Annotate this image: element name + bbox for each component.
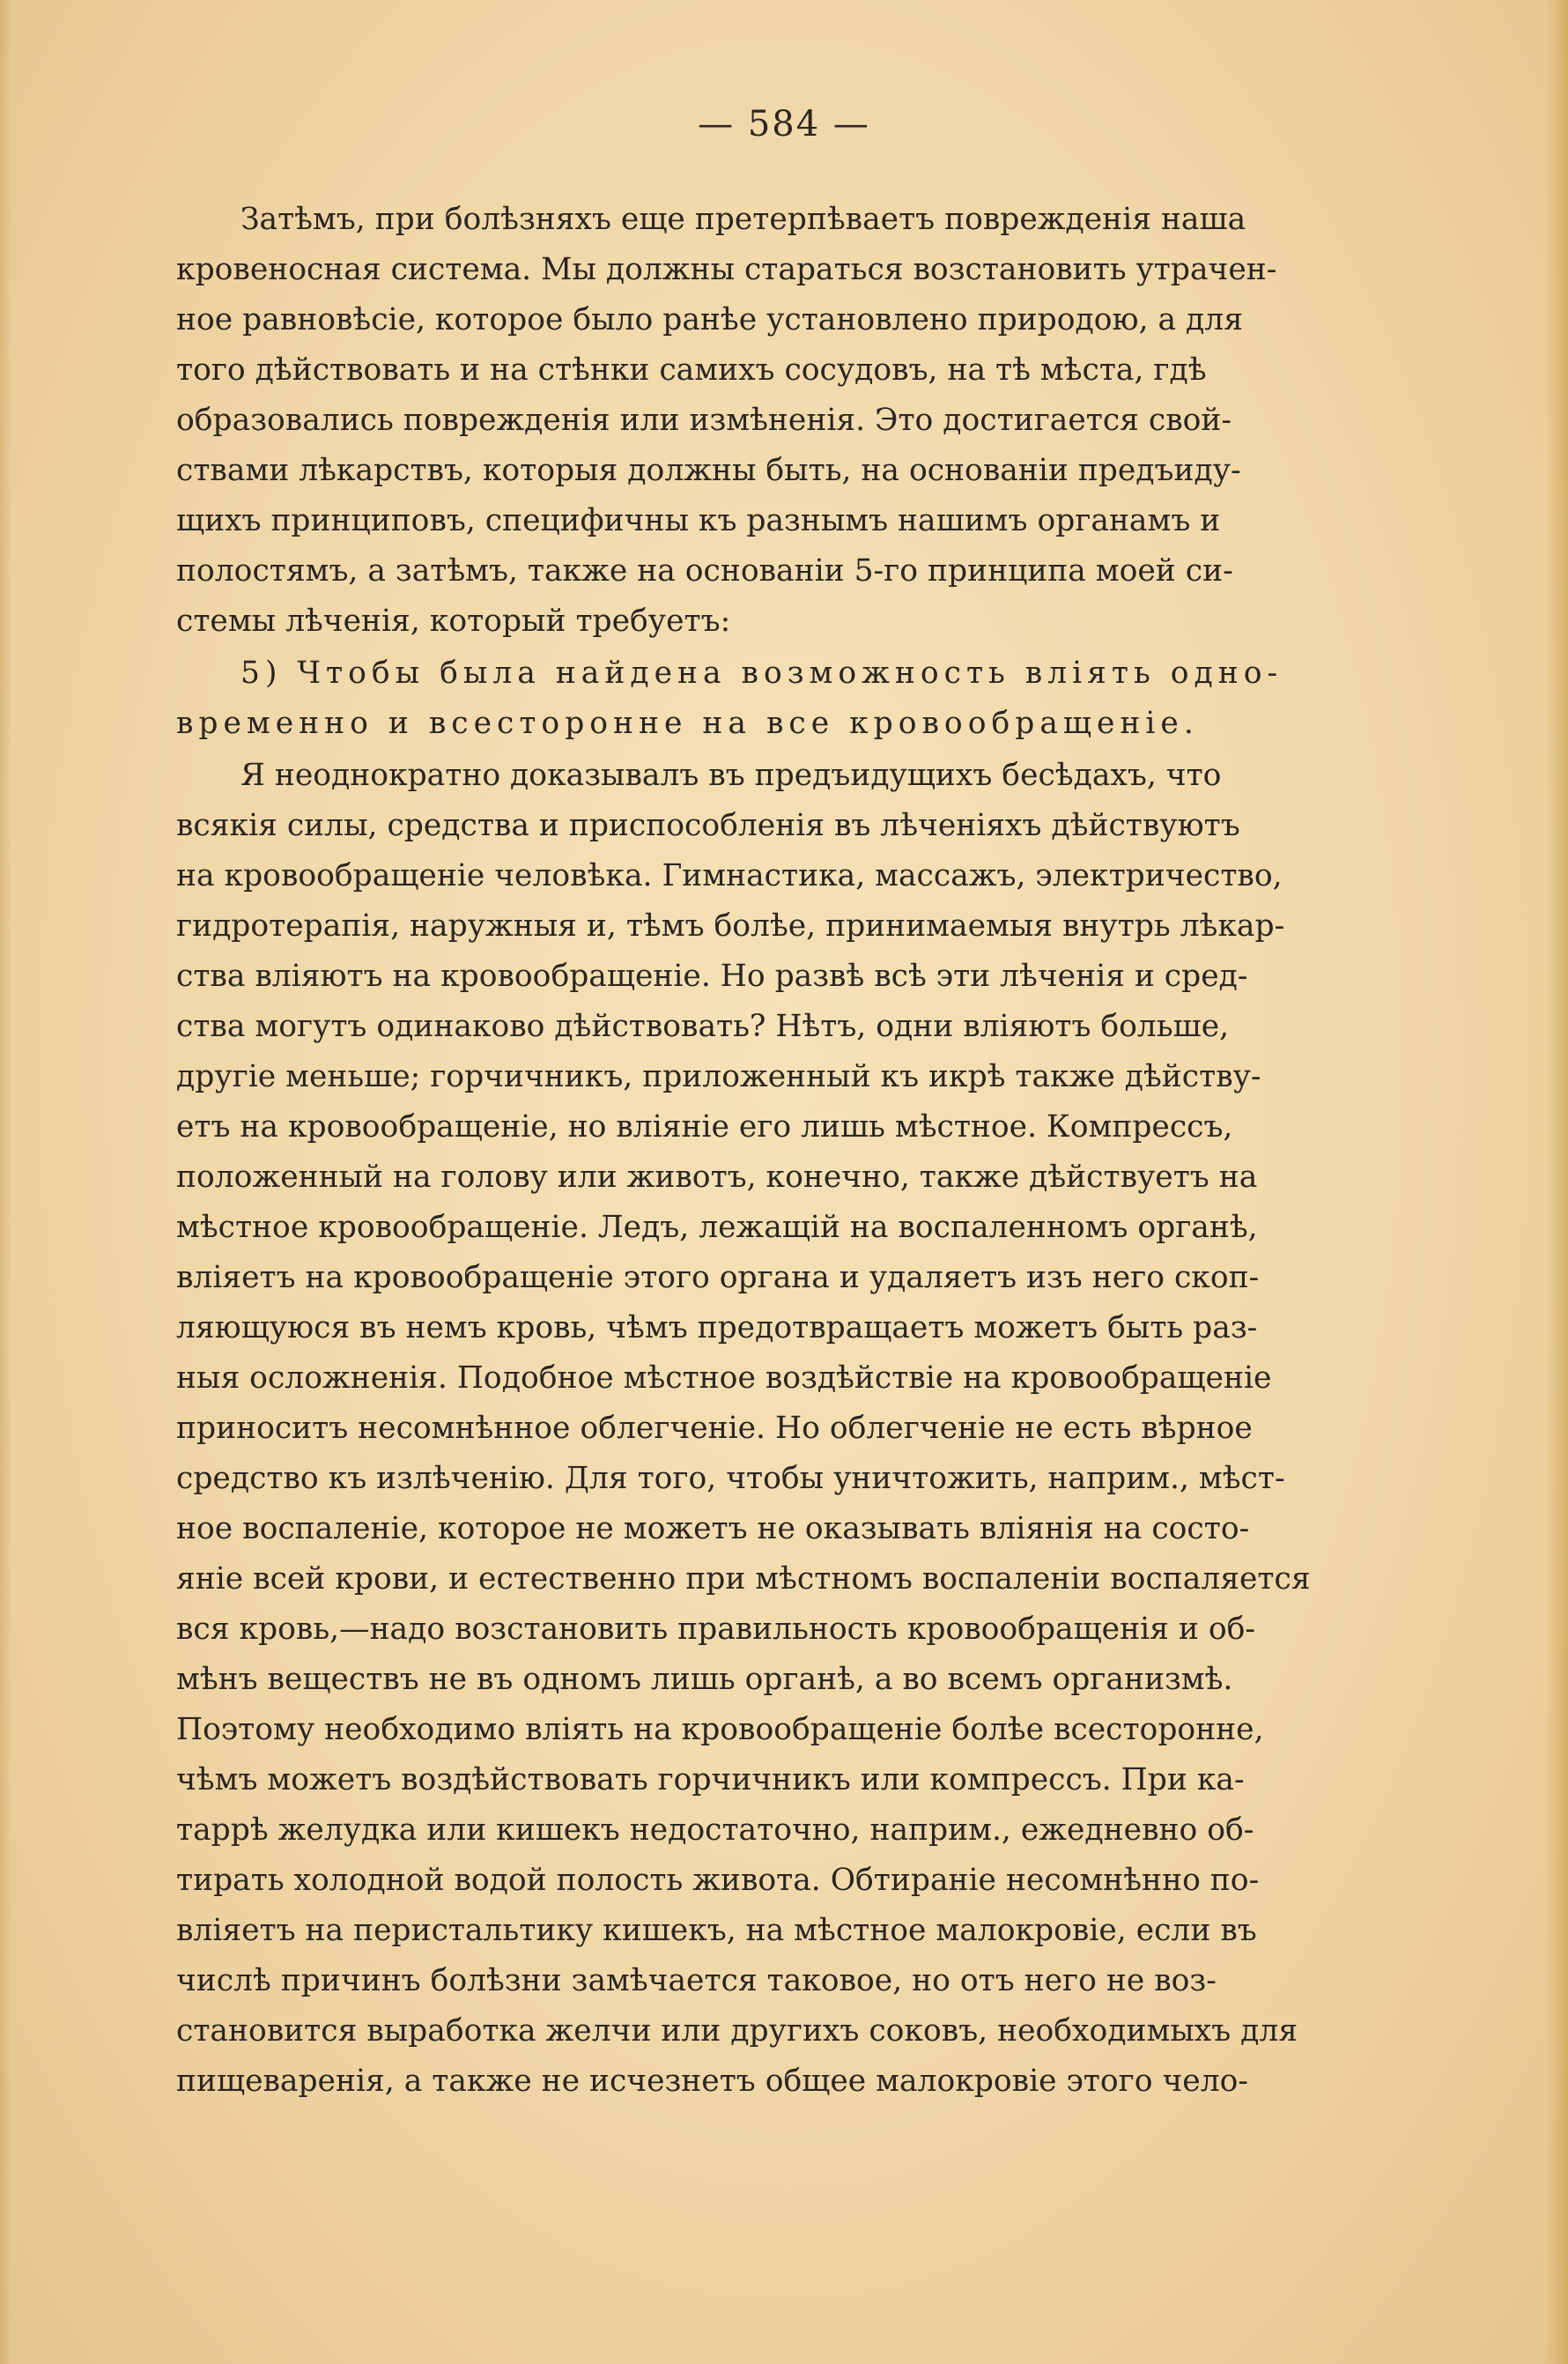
text-line: кровеносная система. Мы должны стараться возстановить утрачен- <box>176 252 1277 287</box>
text-line: становится выработка желчи или другихъ соковъ, необходимыхъ для <box>176 2013 1298 2049</box>
text-line: ное воспаленіе, которое не можетъ не оказывать вліянія на состо- <box>176 1511 1250 1546</box>
text-line: ляющуюся въ немъ кровь, чѣмъ предотвращаетъ можетъ быть раз- <box>176 1310 1258 1345</box>
text-line: вліяетъ на кровообращеніе этого органа и удаляетъ изъ него скоп- <box>176 1260 1260 1295</box>
text-line: таррѣ желудка или кишекъ недостаточно, наприм., ежедневно об- <box>176 1812 1254 1848</box>
text-line: ства вліяютъ на кровообращеніе. Но развѣ всѣ эти лѣченія и сред- <box>176 959 1248 994</box>
text-line: етъ на кровообращеніе, но вліяніе его лишь мѣстное. Компрессъ, <box>176 1109 1233 1145</box>
text-line: щихъ принциповъ, специфичны къ разнымъ нашимъ органамъ и <box>176 503 1221 538</box>
text-line: средство къ излѣченію. Для того, чтобы уничтожить, наприм., мѣст- <box>176 1461 1285 1496</box>
text-line: пищеваренія, а также не исчезнетъ общее малокровіе этого чело- <box>176 2064 1249 2099</box>
text-line: того дѣйствовать и на стѣнки самихъ сосудовъ, на тѣ мѣста, гдѣ <box>176 352 1207 388</box>
text-line-emphasis: временно и всесторонне на все кровообращенiе. <box>176 706 1199 741</box>
text-line: полостямъ, а затѣмъ, также на основаніи 5-го принципа моей си- <box>176 553 1233 589</box>
text-line: гидротерапія, наружныя и, тѣмъ болѣе, принимаемыя внутрь лѣкар- <box>176 908 1285 944</box>
text-line: вліяетъ на перистальтику кишекъ, на мѣстное малокровіе, если въ <box>176 1913 1257 1948</box>
text-line: Я неоднократно доказывалъ въ предъидущихъ бесѣдахъ, что <box>240 758 1222 793</box>
text-line: ствами лѣкарствъ, которыя должны быть, на основаніи предъиду- <box>176 453 1241 488</box>
text-line: Поэтому необходимо вліять на кровообращеніе болѣе всесторонне, <box>176 1712 1264 1747</box>
text-line: яніе всей крови, и естественно при мѣстномъ воспаленіи воспаляется <box>176 1561 1311 1597</box>
text-line: на кровообращеніе человѣка. Гимнастика, массажъ, электричество, <box>176 858 1283 893</box>
text-line: вся кровь,—надо возстановить правильность кровообращенія и об- <box>176 1612 1256 1647</box>
text-line: образовались поврежденія или измѣненія. Это достигается свой- <box>176 403 1232 438</box>
text-line: мѣстное кровообращеніе. Ледъ, лежащій на воспаленномъ органѣ, <box>176 1210 1258 1245</box>
text-line: другіе меньше; горчичникъ, приложенный къ икрѣ также дѣйству- <box>176 1059 1261 1094</box>
page-right-edge <box>1545 0 1568 2364</box>
text-line: приноситъ несомнѣнное облегченіе. Но облегченіе не есть вѣрное <box>176 1411 1253 1446</box>
text-line: ное равновѣсіе, которое было ранѣе установлено природою, а для <box>176 302 1243 337</box>
text-line: тирать холодной водой полость живота. Обтираніе несомнѣнно по- <box>176 1863 1260 1898</box>
text-line: всякія силы, средства и приспособленія въ лѣченіяхъ дѣйствуютъ <box>176 808 1240 843</box>
text-line: мѣнъ веществъ не въ одномъ лишь органѣ, а во всемъ организмѣ. <box>176 1662 1233 1697</box>
text-line: числѣ причинъ болѣзни замѣчается таковое, но отъ него не воз- <box>176 1963 1217 1998</box>
text-line-emphasis: 5) Чтобы была найдена возможность влiять одно- <box>240 656 1283 691</box>
text-line: ства могутъ одинаково дѣйствовать? Нѣтъ, одни вліяютъ больше, <box>176 1009 1230 1044</box>
text-line: Затѣмъ, при болѣзняхъ еще претерпѣваетъ поврежденія наша <box>240 202 1246 237</box>
text-line: чѣмъ можетъ воздѣйствовать горчичникъ или компрессъ. При ка- <box>176 1762 1245 1797</box>
text-line: положенный на голову или животъ, конечно, также дѣйствуетъ на <box>176 1160 1258 1195</box>
page-number: — 584 — <box>698 104 870 145</box>
text-line: ныя осложненія. Подобное мѣстное воздѣйствіе на кровообращеніе <box>176 1360 1272 1396</box>
page-left-edge <box>0 0 12 2364</box>
text-line: стемы лѣченія, который требуетъ: <box>176 604 731 639</box>
